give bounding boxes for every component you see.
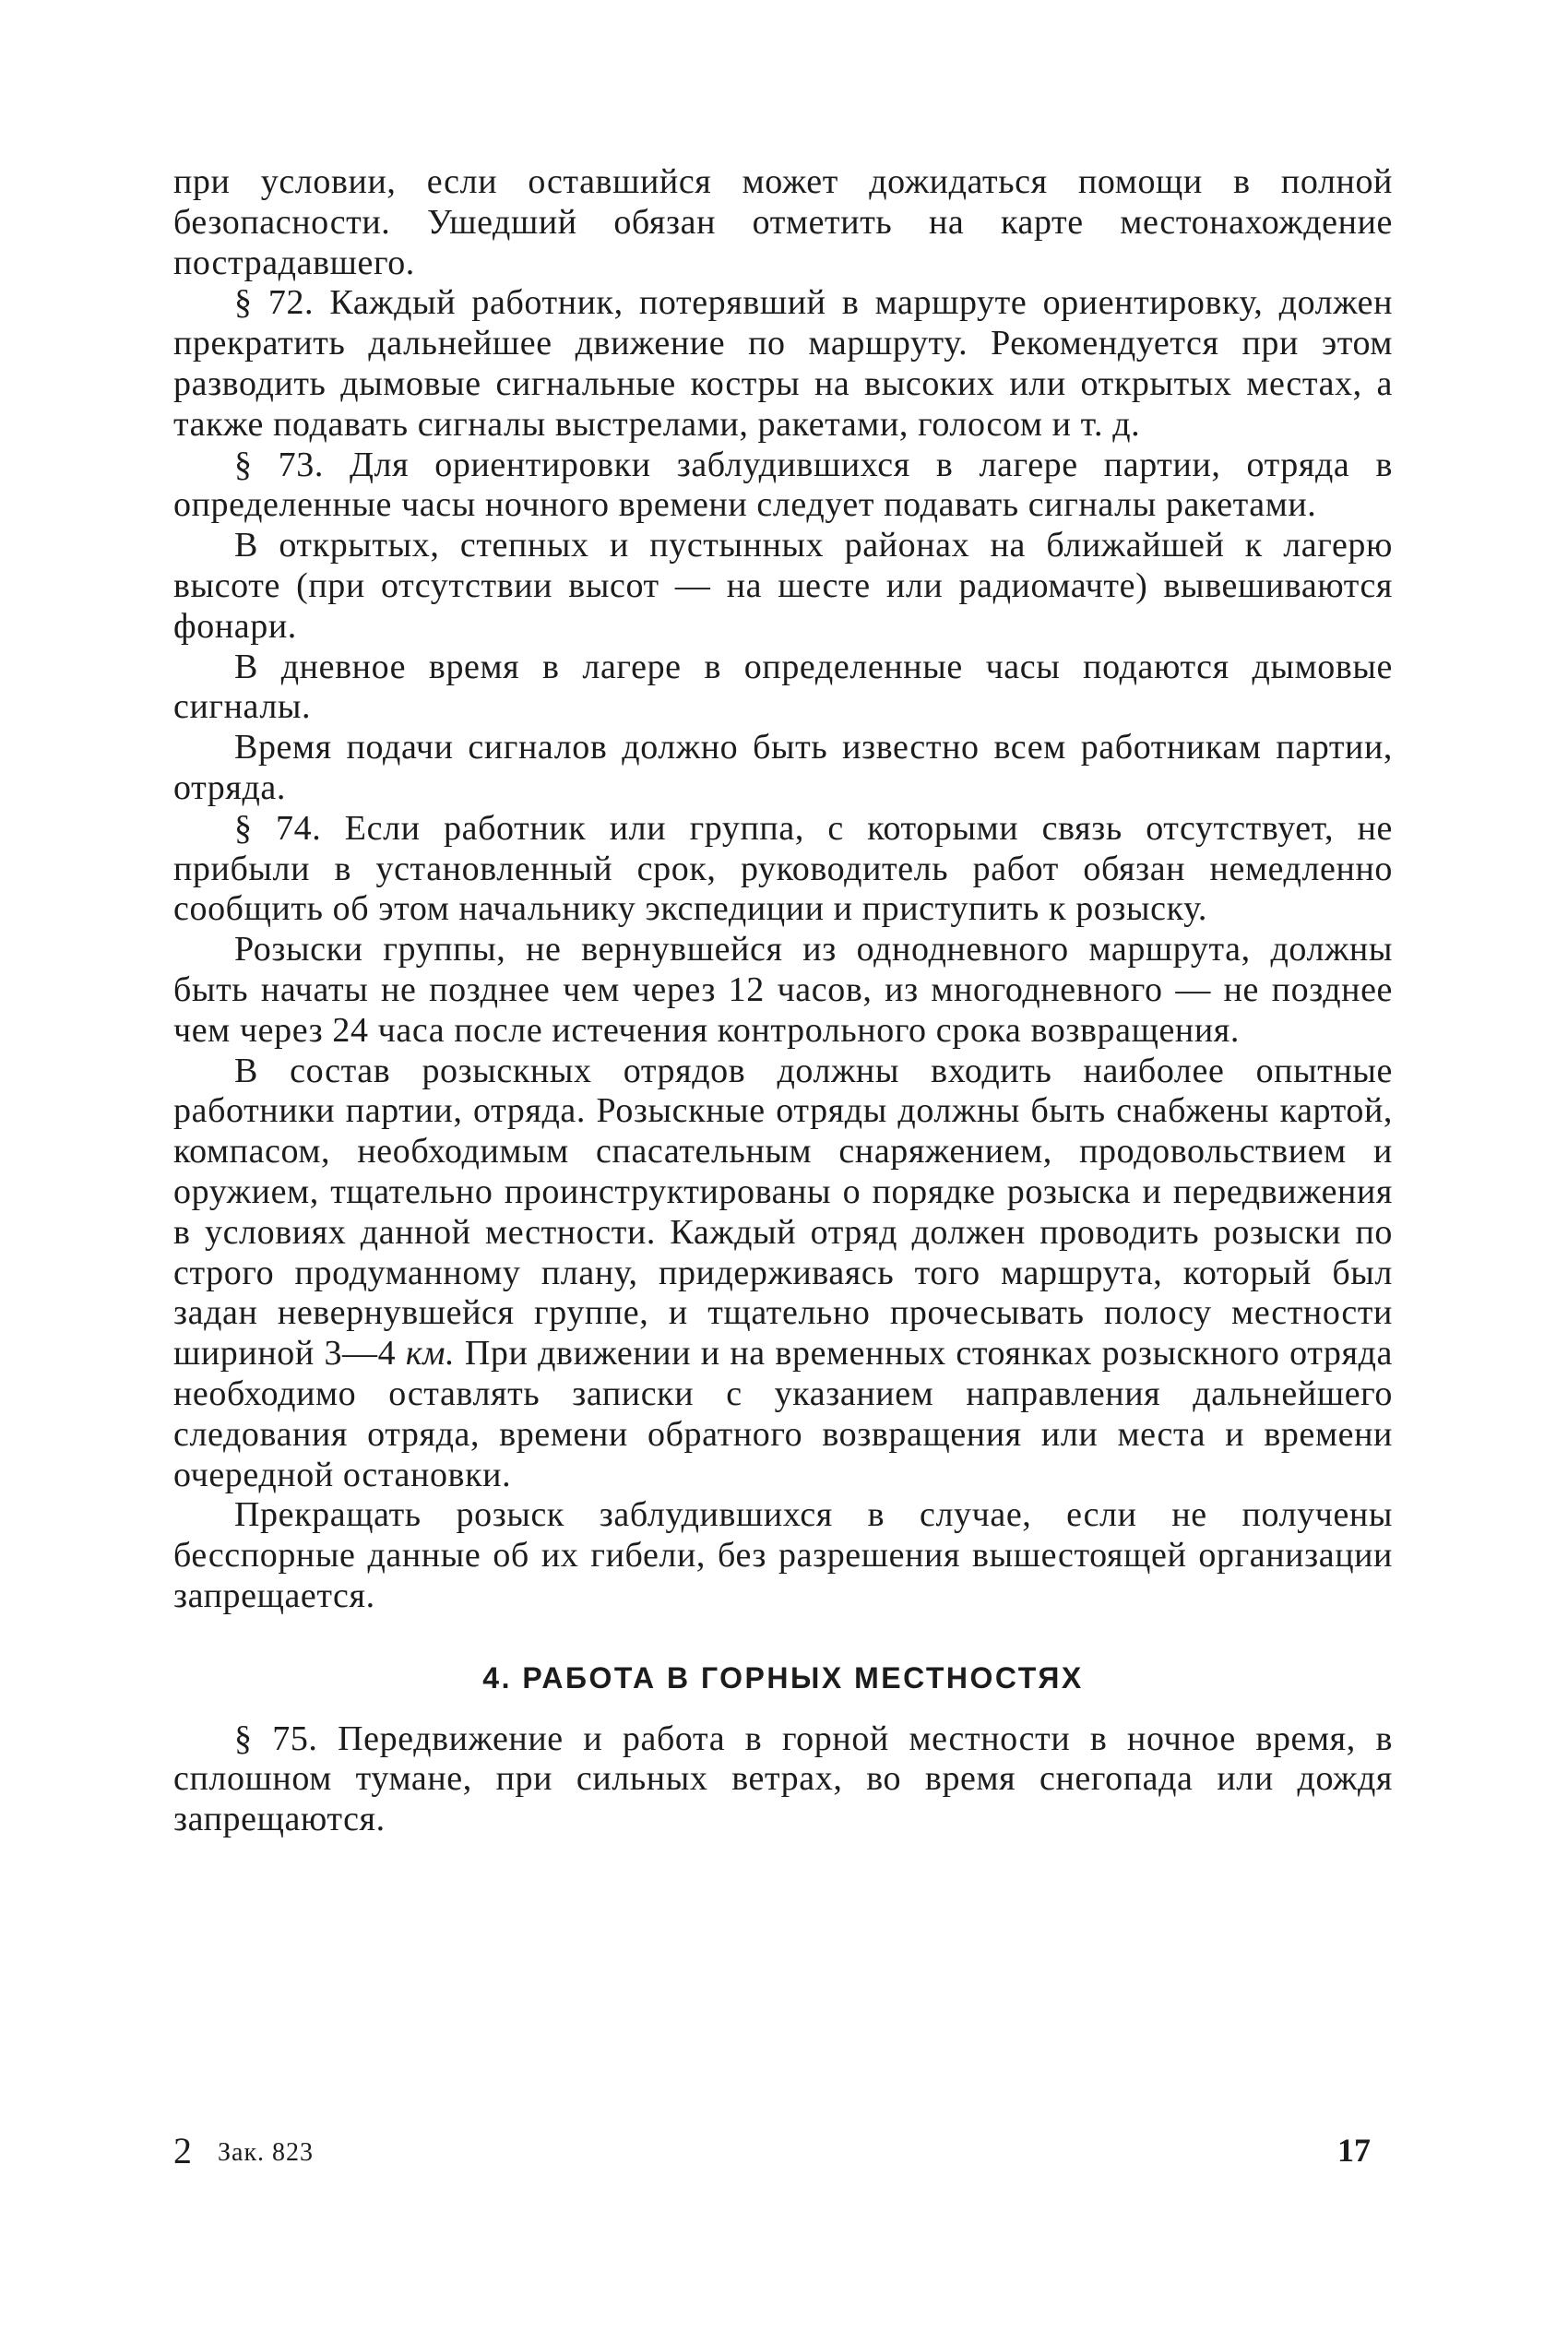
paragraph: при условии, если оставшийся может дожидаться помощи в полной безопасности. Ушедший обязан отметить на карте местонахождение пострадавшего. bbox=[173, 162, 1393, 282]
paragraph: Розыски группы, не вернувшейся из однодневного маршрута, должны быть начаты не позднее чем через 12 часов, из многодневного — не позднее чем через 24 часа после истечения контрольного срока возвращения. bbox=[173, 930, 1393, 1050]
paragraph-text: При движении и на временных стоянках розыскного отряда необходимо оставлять записки с указанием направления дальнейшего следования отряда, времени обратного возвращения или места и времени очередной остановки. bbox=[173, 1334, 1393, 1494]
paragraph: Время подачи сигналов должно быть известно всем работникам партии, отряда. bbox=[173, 728, 1393, 807]
page-footer bbox=[173, 2129, 1393, 2175]
paragraph-text: В состав розыскных отрядов должны входить наиболее опытные работники партии, отряда. Розыскные отряды должны быть снабжены картой, компасом, необходимым спасательным снаряжением, продовольствием и оружием, тщательно проинструктированы о порядке розыска и передвижения в условиях данной местности. Каждый отряд должен проводить розыски по строго продуманному плану, придерживаясь того маршрута, который был задан невернувшейся группе, и тщательно прочесывать полосу местности шириной 3—4 bbox=[173, 1051, 1393, 1374]
signature-number: 2 bbox=[173, 2130, 192, 2171]
paragraph: Прекращать розыск заблудившихся в случае, если не получены бесспорные данные об их гибели, без разрешения вышестоящей организации запрещается. bbox=[173, 1495, 1393, 1615]
section-heading: 4. РАБОТА В ГОРНЫХ МЕСТНОСТЯХ bbox=[482, 1660, 1084, 1695]
paragraph: В открытых, степных и пустынных районах на ближайшей к лагерю высоте (при отсутствии высот — на шесте или радиомачте) вывешиваются фонари. bbox=[173, 526, 1393, 646]
paragraph-search-teams bbox=[173, 1052, 1393, 1496]
unit-km: км. bbox=[405, 1334, 456, 1374]
paragraph-74: § 74. Если работник или группа, с которыми связь отсутствует, не прибыли в установленный срок, руководитель работ обязан немедленно сообщить об этом начальнику экспедиции и приступить к розыску. bbox=[173, 808, 1393, 929]
paragraph: В дневное время в лагере в определенные часы подаются дымовые сигналы. bbox=[173, 647, 1393, 727]
signature-text: Зак. 823 bbox=[218, 2138, 315, 2167]
paragraph-73: § 73. Для ориентировки заблудившихся в лагере партии, отряда в определенные часы ночного времени следует подавать сигналы ракетами. bbox=[173, 445, 1393, 525]
page-number: 17 bbox=[1337, 2132, 1371, 2169]
paragraph-75: § 75. Передвижение и работа в горной местности в ночное время, в сплошном тумане, при сильных ветрах, во время снегопада или дождя запрещаются. bbox=[173, 1719, 1393, 1839]
paragraph-72: § 72. Каждый работник, потерявший в маршруте ориентировку, должен прекратить дальнейшее движение по маршруту. Рекомендуется при этом разводить дымовые сигнальные костры на высоких или открытых местах, а также подавать сигналы выстрелами, ракетами, голосом и т. д. bbox=[173, 283, 1393, 444]
document-page bbox=[173, 162, 1393, 1840]
